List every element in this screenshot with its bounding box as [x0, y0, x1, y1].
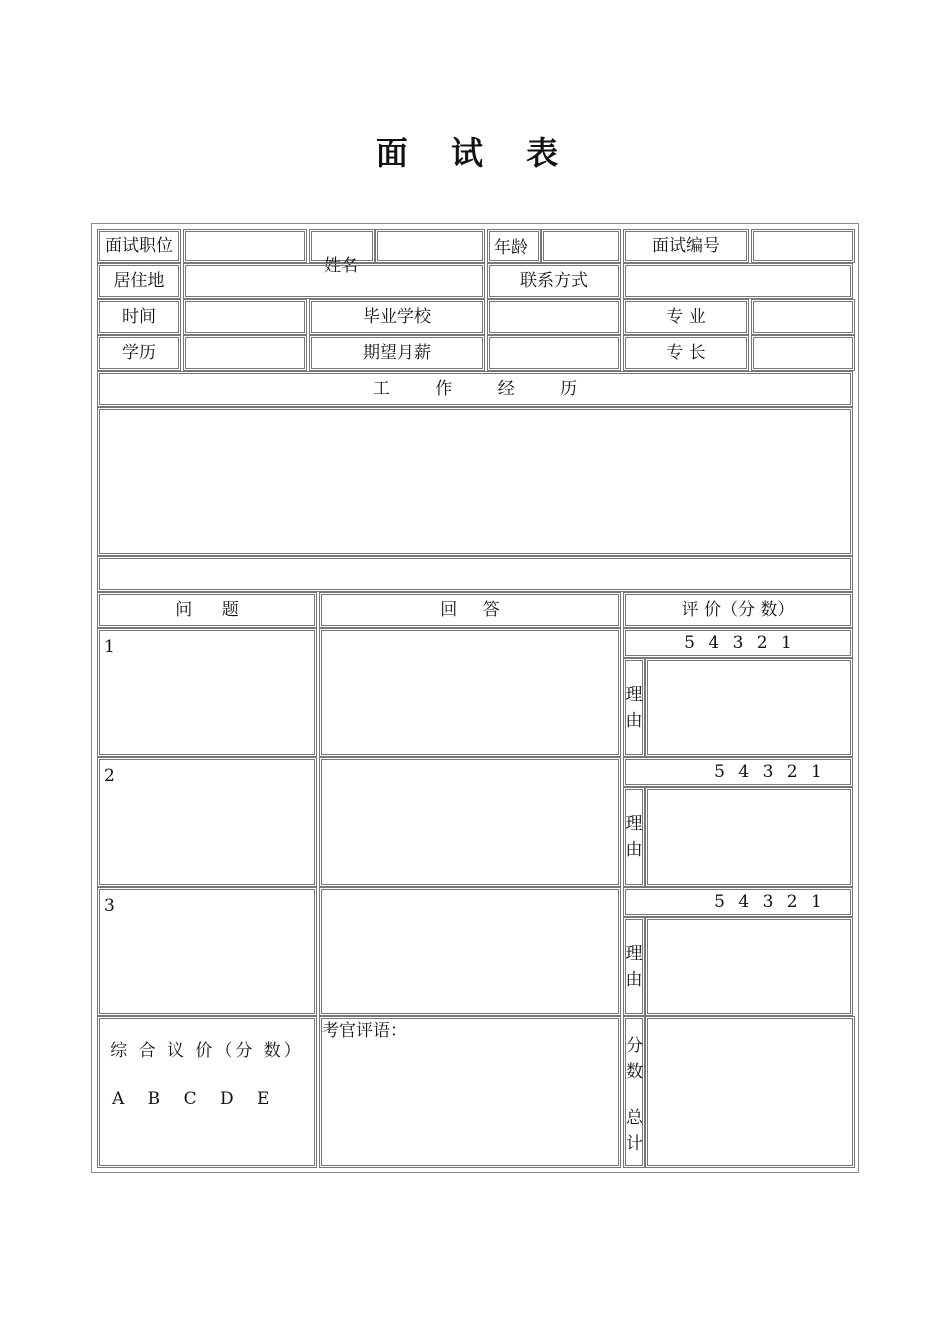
answer-header: 回 答: [319, 592, 621, 628]
name-label: 姓名: [324, 256, 358, 276]
question-1-cell[interactable]: [97, 628, 317, 757]
residence-field[interactable]: [183, 263, 485, 299]
interview-no-field[interactable]: [751, 229, 855, 263]
school-field[interactable]: [487, 299, 621, 335]
specialty-label: 专 长: [623, 335, 749, 371]
work-experience-field[interactable]: [97, 407, 853, 556]
question-header: 问 题: [97, 592, 317, 628]
interview-no-label: 面试编号: [623, 229, 749, 263]
evaluation-header: 评 价（分 数）: [623, 592, 853, 628]
salary-label: 期望月薪: [309, 335, 485, 371]
contact-label: 联系方式: [487, 263, 621, 299]
school-label: 毕业学校: [309, 299, 485, 335]
major-label: 专 业: [623, 299, 749, 335]
reason-1-field[interactable]: [645, 658, 853, 757]
interview-form-table: [91, 223, 859, 1173]
position-label: 面试职位: [97, 229, 181, 263]
name-label-cell: [309, 229, 375, 276]
major-field[interactable]: [751, 299, 855, 335]
education-label: 学历: [97, 335, 181, 371]
question-3-cell[interactable]: [97, 887, 317, 1016]
time-field[interactable]: [183, 299, 307, 335]
answer-3-cell[interactable]: [319, 887, 621, 1016]
answer-2-cell[interactable]: [319, 757, 621, 887]
examiner-comment-cell[interactable]: [319, 1016, 621, 1168]
question-number: 3: [104, 896, 115, 916]
residence-label: 居住地: [97, 263, 181, 299]
reason-3-field[interactable]: [645, 917, 853, 1016]
question-number: 2: [104, 766, 115, 786]
time-label: 时间: [97, 299, 181, 335]
education-field[interactable]: [183, 335, 307, 371]
score-2-options[interactable]: 5 4 3 2 1: [623, 757, 853, 787]
examiner-comment-label: 考官评语：: [322, 1021, 407, 1041]
question-number: 1: [104, 637, 115, 657]
answer-1-cell[interactable]: [319, 628, 621, 757]
total-score-label: 分 数 总 计: [623, 1016, 645, 1168]
reason-3-label: 理 由: [623, 917, 645, 1016]
reason-2-label: 理 由: [623, 787, 645, 887]
score-1-options[interactable]: 5 4 3 2 1: [623, 628, 853, 658]
position-field[interactable]: [183, 229, 307, 263]
overall-grade-options[interactable]: A B C D E: [112, 1089, 270, 1109]
work-experience-extra-row[interactable]: [97, 556, 853, 592]
name-field[interactable]: [375, 229, 485, 263]
work-experience-header: 工 作 经 历: [97, 371, 853, 407]
overall-evaluation-label: 综 合 议 价（分 数）: [110, 1041, 304, 1061]
reason-1-label: 理 由: [623, 658, 645, 757]
reason-2-field[interactable]: [645, 787, 853, 887]
total-score-field[interactable]: [645, 1016, 855, 1168]
contact-field[interactable]: [623, 263, 853, 299]
specialty-field[interactable]: [751, 335, 855, 371]
salary-field[interactable]: [487, 335, 621, 371]
score-3-options[interactable]: 5 4 3 2 1: [623, 887, 853, 917]
age-field[interactable]: [541, 229, 621, 263]
question-2-cell[interactable]: [97, 757, 317, 887]
age-label: 年龄: [487, 229, 541, 263]
overall-evaluation-cell[interactable]: [97, 1016, 317, 1168]
page-title: 面 试 表: [375, 134, 575, 172]
